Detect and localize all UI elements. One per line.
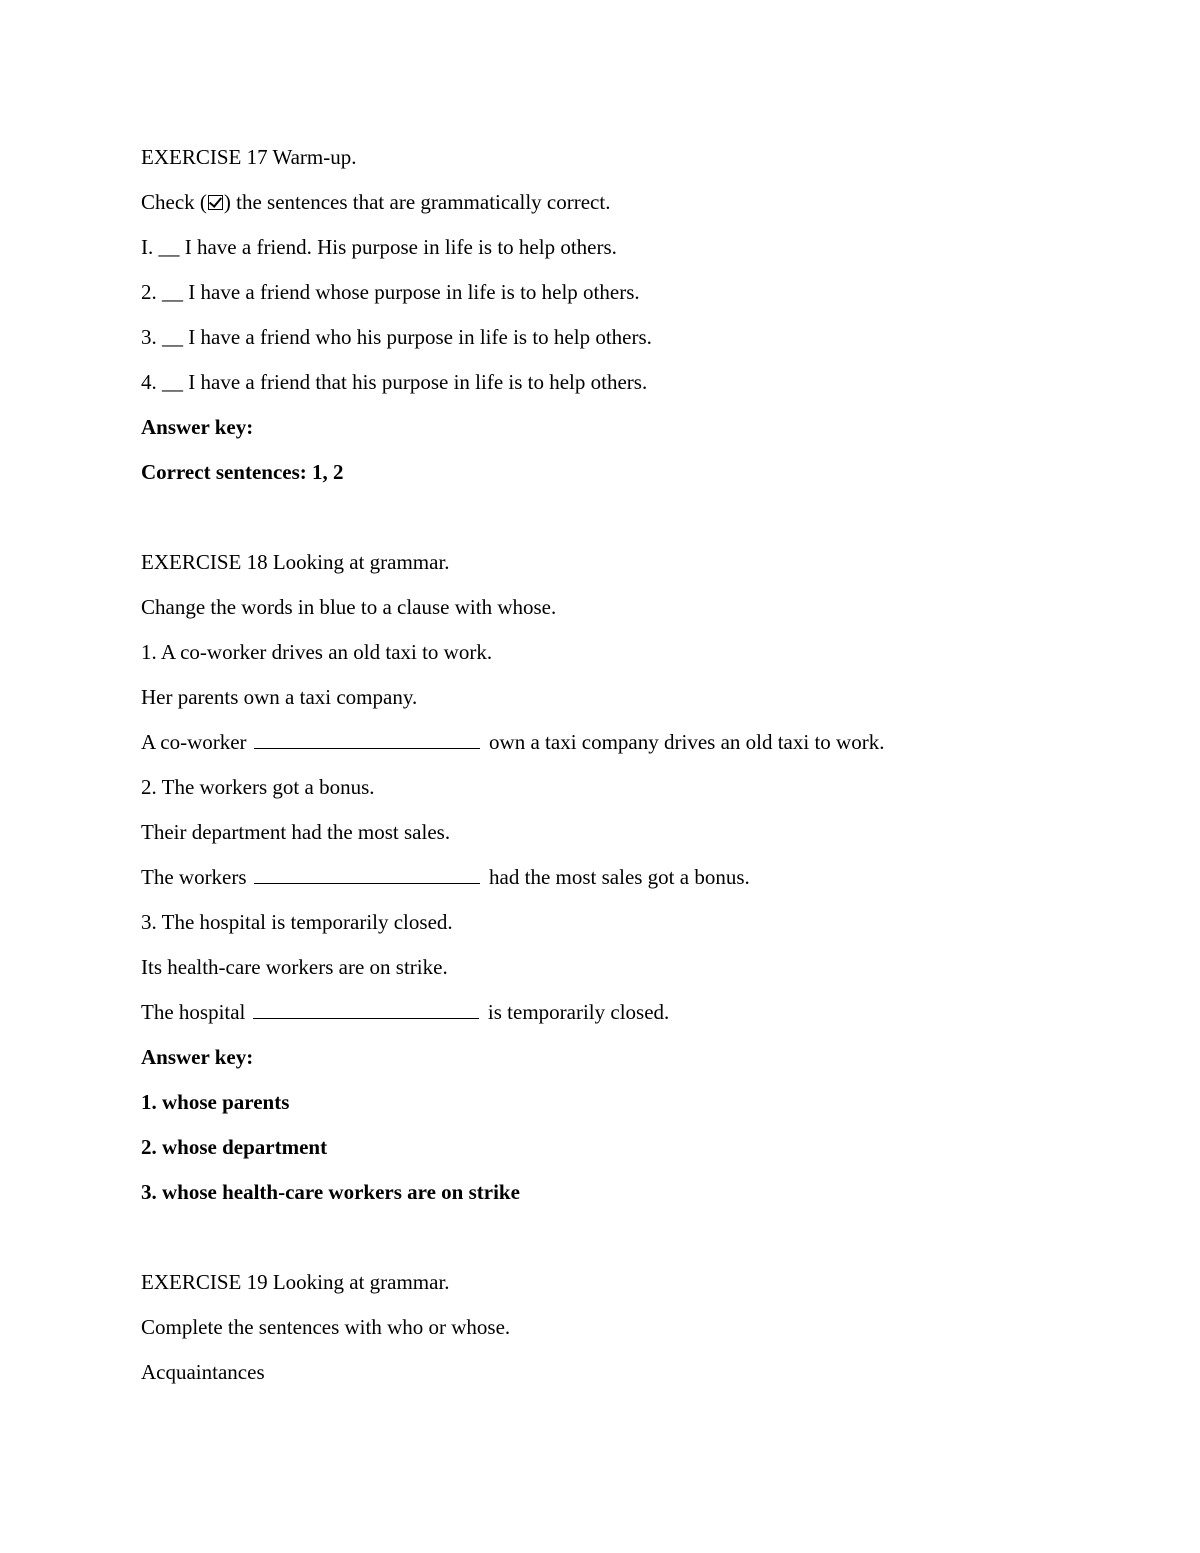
spacer bbox=[141, 500, 1141, 545]
exercise-18-item-3-sentence: 3. The hospital is temporarily closed. bbox=[141, 910, 453, 934]
exercise-18-title: EXERCISE 18 Looking at grammar. bbox=[141, 550, 450, 574]
fill-after: own a taxi company drives an old taxi to work. bbox=[489, 730, 885, 754]
fill-before: The hospital bbox=[141, 1000, 246, 1024]
exercise-18-item-1-fill bbox=[141, 725, 1141, 770]
answer-blank-2[interactable] bbox=[254, 861, 480, 884]
exercise-18-item-1-clause: Her parents own a taxi company. bbox=[141, 685, 418, 709]
fill-after: had the most sales got a bonus. bbox=[489, 865, 750, 889]
spacer bbox=[141, 1220, 1141, 1265]
exercise-18-item-3-clause: Its health-care workers are on strike. bbox=[141, 955, 448, 979]
exercise-18-answer-3: 3. whose health-care workers are on strike bbox=[141, 1180, 520, 1204]
exercise-17-answer: Correct sentences: 1, 2 bbox=[141, 460, 344, 484]
exercise-18-answer-1: 1. whose parents bbox=[141, 1090, 290, 1114]
exercise-17-item-3: 3. __ I have a friend who his purpose in life is to help others. bbox=[141, 325, 652, 349]
exercise-18-instruction: Change the words in blue to a clause with whose. bbox=[141, 595, 557, 619]
fill-after: is temporarily closed. bbox=[487, 1000, 670, 1024]
fill-before: The workers bbox=[141, 865, 247, 889]
exercise-17-answer-label: Answer key: bbox=[141, 415, 254, 439]
instruction-text-before: Check ( bbox=[141, 190, 207, 214]
answer-blank-1[interactable] bbox=[254, 726, 480, 749]
exercise-19-subheading: Acquaintances bbox=[141, 1360, 265, 1384]
exercise-19-title: EXERCISE 19 Looking at grammar. bbox=[141, 1270, 450, 1294]
exercise-17-item-2: 2. __ I have a friend whose purpose in life is to help others. bbox=[141, 280, 640, 304]
exercise-17-instruction bbox=[141, 185, 1141, 230]
instruction-text-after: ) the sentences that are grammatically correct. bbox=[223, 190, 611, 214]
exercise-18-item-3-fill bbox=[141, 995, 1141, 1040]
answer-blank-3[interactable] bbox=[253, 996, 479, 1019]
exercise-17-title: EXERCISE 17 Warm-up. bbox=[141, 145, 357, 169]
checked-box-icon bbox=[208, 195, 223, 210]
document-page bbox=[141, 140, 1141, 1400]
exercise-19-instruction: Complete the sentences with who or whose. bbox=[141, 1315, 511, 1339]
exercise-17-item-4: 4. __ I have a friend that his purpose in life is to help others. bbox=[141, 370, 648, 394]
exercise-18-answer-2: 2. whose department bbox=[141, 1135, 328, 1159]
exercise-18-item-2-clause: Their department had the most sales. bbox=[141, 820, 451, 844]
exercise-18-item-2-fill bbox=[141, 860, 1141, 905]
fill-before: A co-worker bbox=[141, 730, 247, 754]
exercise-17-item-1: I. __ I have a friend. His purpose in life is to help others. bbox=[141, 235, 617, 259]
exercise-18-item-2-sentence: 2. The workers got a bonus. bbox=[141, 775, 375, 799]
exercise-18-answer-label: Answer key: bbox=[141, 1045, 254, 1069]
exercise-18-item-1-sentence: 1. A co-worker drives an old taxi to work. bbox=[141, 640, 493, 664]
